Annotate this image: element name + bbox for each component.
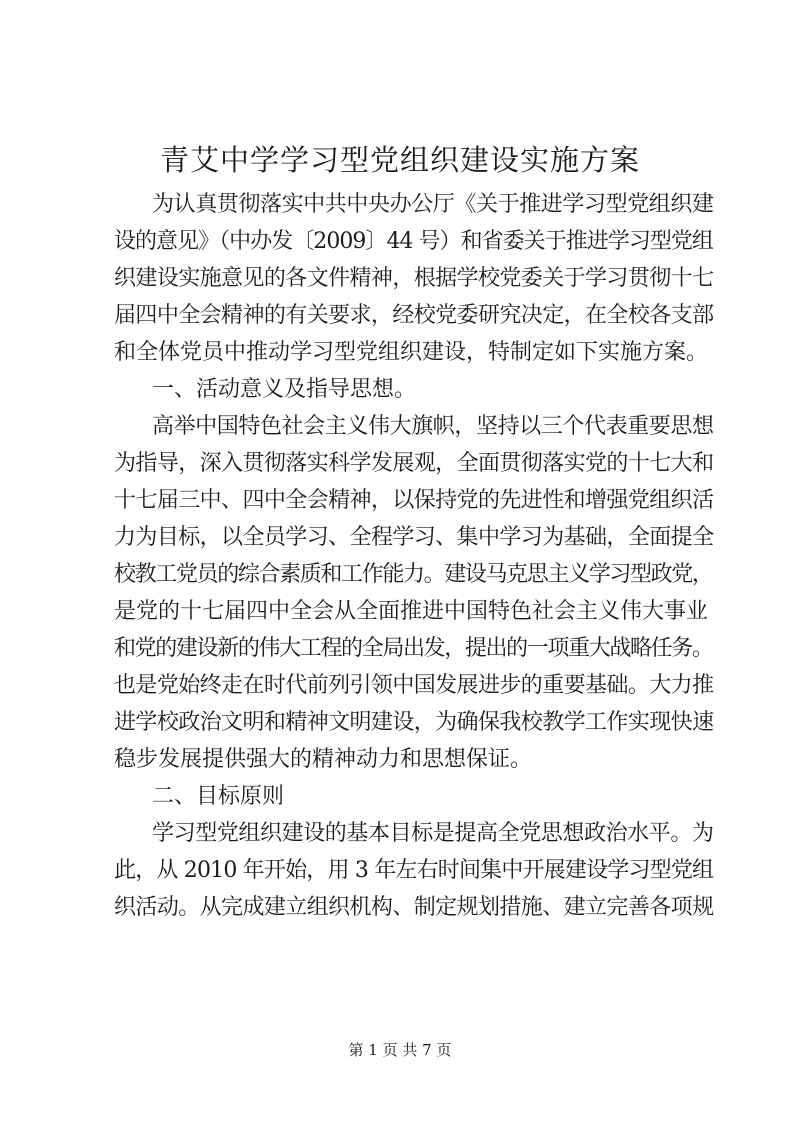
paragraph-line: 进学校政治文明和精神文明建设，为确保我校教学工作实现快速: [114, 710, 714, 735]
section-heading: 二、目标原则: [152, 784, 285, 809]
paragraph-line: 也是党始终走在时代前列引领中国发展进步的重要基础。大力推: [114, 673, 714, 698]
paragraph-line: 织建设实施意见的各文件精神，根据学校党委关于学习贯彻十七: [114, 266, 714, 291]
section-heading: 一、活动意义及指导思想。: [152, 377, 417, 402]
page-footer: [0, 1040, 800, 1060]
paragraph-line: 设的意见》（中办发〔2009〕44 号）和省委关于推进学习型党组: [114, 229, 713, 254]
paragraph-line: 稳步发展提供强大的精神动力和思想保证。: [114, 747, 533, 772]
paragraph-line: 高举中国特色社会主义伟大旗帜，坚持以三个代表重要思想: [152, 414, 714, 439]
paragraph-line: 织活动。从完成建立组织机构、制定规划措施、建立完善各项规: [114, 895, 714, 920]
paragraph-line: 十七届三中、四中全会精神，以保持党的先进性和增强党组织活: [114, 488, 714, 513]
document-title: 青艾中学学习型党组织建设实施方案: [159, 143, 640, 177]
page-number: 第 1 页 共 7 页: [348, 1041, 452, 1059]
paragraph-line: 为指导，深入贯彻落实科学发展观，全面贯彻落实党的十七大和: [114, 451, 714, 476]
paragraph-line: 此，从 2010 年开始，用 3 年左右时间集中开展建设学习型党组: [114, 858, 714, 883]
paragraph-line: 届四中全会精神的有关要求，经校党委研究决定，在全校各支部: [114, 303, 714, 328]
paragraph-line: 是党的十七届四中全会从全面推进中国特色社会主义伟大事业: [114, 599, 709, 624]
paragraph-line: 学习型党组织建设的基本目标是提高全党思想政治水平。为: [152, 821, 714, 846]
paragraph-line: 校教工党员的综合素质和工作能力。建设马克思主义学习型政党，: [114, 562, 713, 587]
paragraph-line: 力为目标，以全员学习、全程学习、集中学习为基础，全面提全: [114, 525, 714, 550]
paragraph-line: 和党的建设新的伟大工程的全局出发，提出的一项重大战略任务。: [114, 636, 713, 661]
paragraph-line: 和全体党员中推动学习型党组织建设，特制定如下实施方案。: [114, 340, 709, 365]
document-body: [114, 186, 714, 926]
paragraph-line: 为认真贯彻落实中共中央办公厅《关于推进学习型党组织建: [152, 192, 714, 217]
